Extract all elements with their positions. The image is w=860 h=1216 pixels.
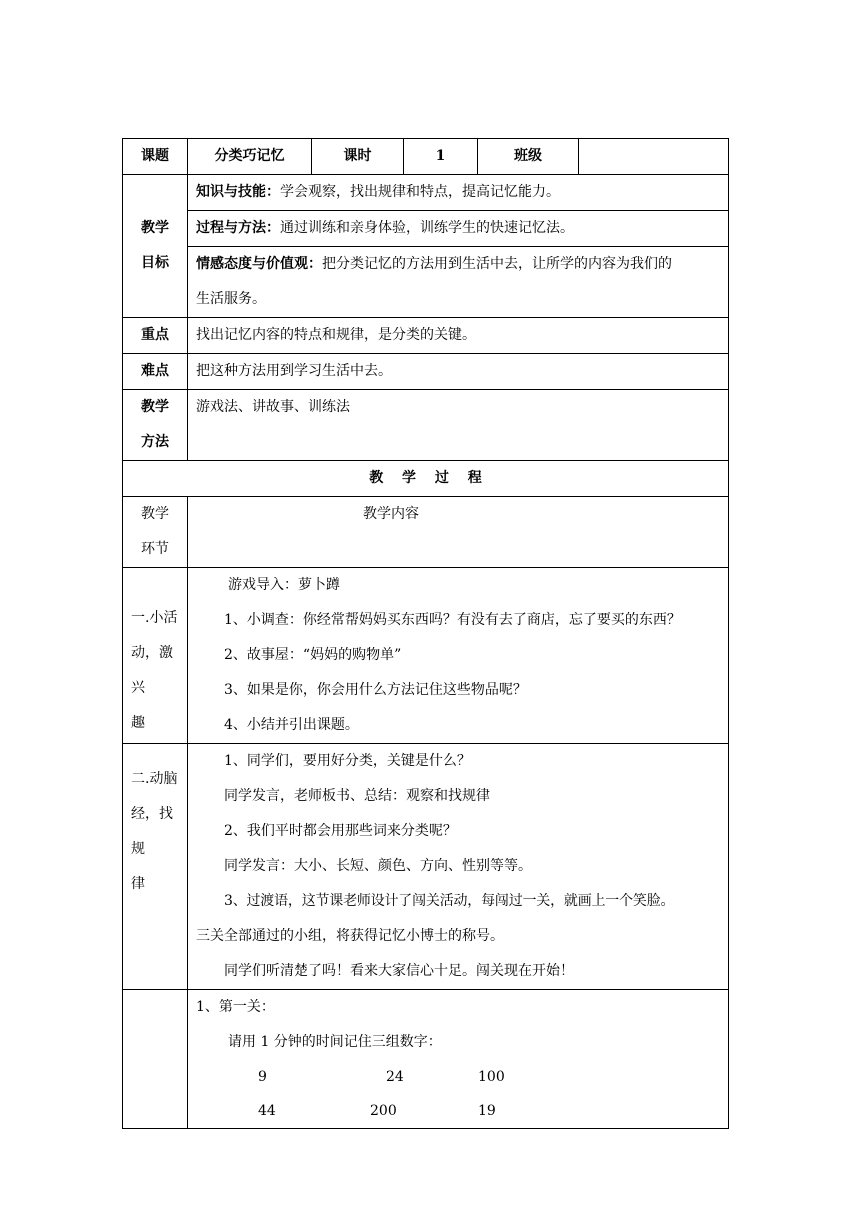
- method-text: 游戏法、讲故事、训练法: [188, 390, 729, 461]
- goals-label: 教学 目标: [123, 175, 188, 318]
- difficulty-label: 难点: [123, 354, 188, 390]
- stage3-label: [123, 990, 188, 1129]
- stage-column-header: 教学 环节: [123, 497, 188, 568]
- stage2-label: 二.动脑 经，找规 律: [123, 744, 188, 990]
- lesson-plan-table: [122, 138, 729, 1129]
- key-point-text: 找出记忆内容的特点和规律，是分类的关键。: [188, 318, 729, 354]
- stage1-row: [123, 568, 729, 744]
- number-row-2: 44 200 19: [258, 1103, 496, 1119]
- stage2-content: 1、同学们，要用好分类，关键是什么？ 同学发言，老师板书、总结：观察和找规律 2、我们平时都会用那些词来分类呢？ 同学发言：大小、长短、颜色、方向、性别等等。 3、过渡语，这节课老师设计了闯关活动，每闯过一关，就画上一个笑脸。 三关全部通过的小组，将获得记忆小博士的称号。 同学们听清楚了吗！看来大家信心十足。闯关现在开始！: [188, 744, 729, 990]
- emotion-goal: 情感态度与价值观：把分类记忆的方法用到生活中去，让所学的内容为我们的 生活服务。: [188, 247, 729, 318]
- process-goal: 过程与方法：通过训练和亲身体验，训练学生的快速记忆法。: [188, 211, 729, 247]
- period-value: 1: [404, 139, 478, 175]
- number-row-1: 9 24 100: [258, 1069, 505, 1085]
- period-label: 课时: [312, 139, 404, 175]
- goals-row-2: [123, 211, 729, 247]
- difficulty-text: 把这种方法用到学习生活中去。: [188, 354, 729, 390]
- process-title: 教 学 过 程: [123, 461, 729, 497]
- difficulty-row: [123, 354, 729, 390]
- stage2-row: [123, 744, 729, 990]
- goals-row-3: [123, 247, 729, 318]
- class-label: 班级: [478, 139, 579, 175]
- topic-label: 课题: [123, 139, 188, 175]
- knowledge-goal: 知识与技能：学会观察，找出规律和特点，提高记忆能力。: [188, 175, 729, 211]
- topic-value: 分类巧记忆: [188, 139, 312, 175]
- content-column-header: 教学内容: [188, 497, 729, 568]
- header-row: [123, 139, 729, 175]
- column-header-row: [123, 497, 729, 568]
- method-label: 教学 方法: [123, 390, 188, 461]
- process-title-row: [123, 461, 729, 497]
- stage1-content: 游戏导入：萝卜蹲 1、小调查：你经常帮妈妈买东西吗？有没有去了商店，忘了要买的东西？ 2、故事屋：“妈妈的购物单” 3、如果是你，你会用什么方法记住这些物品呢？ 4、小结并引出课题。: [188, 568, 729, 744]
- stage3-row: [123, 990, 729, 1129]
- method-row: [123, 390, 729, 461]
- key-point-row: [123, 318, 729, 354]
- stage1-label: 一.小活 动，激兴 趣: [123, 568, 188, 744]
- stage3-content: 1、第一关： 请用 1 分钟的时间记住三组数字： 9 24 100 44 200 19: [188, 990, 729, 1129]
- goals-row-1: [123, 175, 729, 211]
- key-point-label: 重点: [123, 318, 188, 354]
- class-value: [579, 139, 729, 175]
